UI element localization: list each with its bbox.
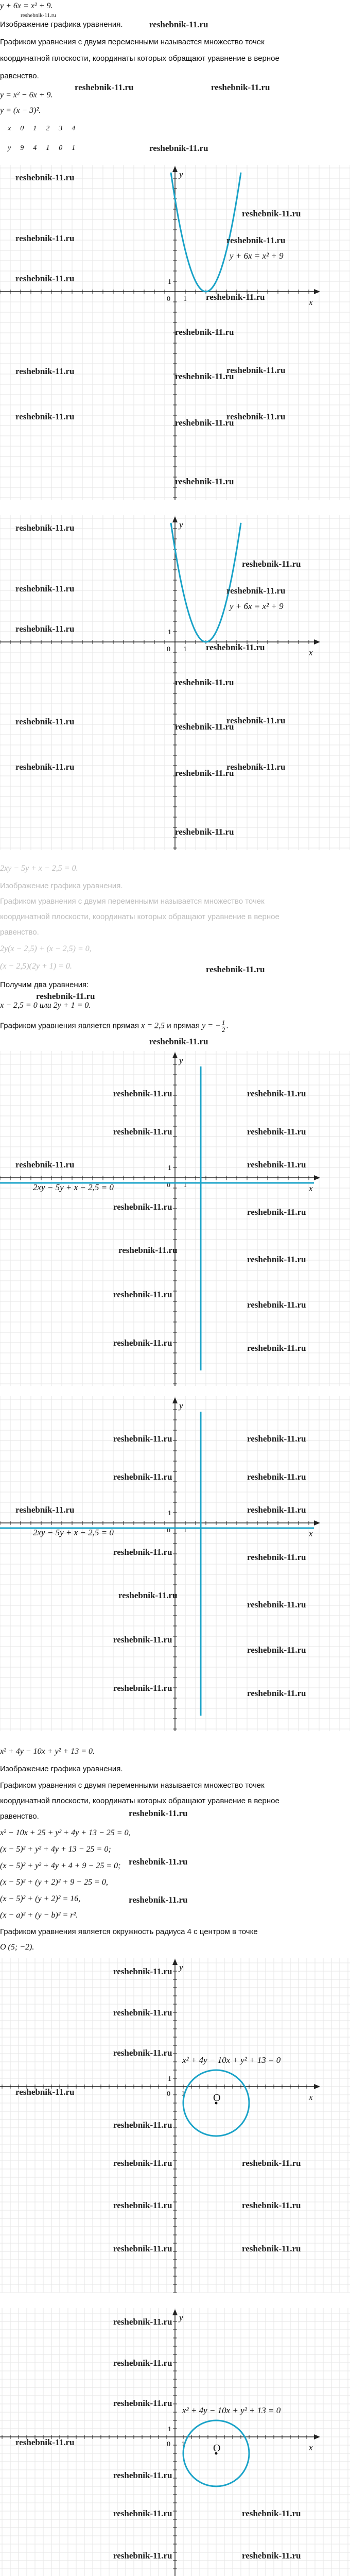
table-cell: 1 [72,144,76,152]
x-axis-arrow [314,2084,320,2089]
solution-step: (x − 5)² + y² + 4y + 13 − 25 = 0; [0,1845,111,1854]
table-cell: y [8,144,11,152]
watermark: reshebnik-11.ru [175,418,234,428]
watermark: reshebnik-11.ru [175,327,234,337]
solution-step-faded: 2y(x − 2,5) + (x − 2,5) = 0, [0,944,92,953]
watermark: reshebnik-11.ru [15,584,75,594]
watermark: reshebnik-11.ru [36,991,95,1001]
solution-step: (x − a)² + (y − b)² = r². [0,1911,78,1920]
table-cell: x [8,125,11,132]
lines-graph-2 [0,1396,350,1731]
x-axis-label: x [309,2092,313,2102]
watermark: reshebnik-11.ru [247,1207,306,1217]
y-unit-label: 1 [168,629,171,636]
watermark: reshebnik-11.ru [247,1255,306,1264]
watermark: reshebnik-11.ru [175,827,234,837]
watermark: reshebnik-11.ru [129,1808,188,1818]
parabola-graph-1 [0,165,350,500]
y-unit-label: 1 [168,2426,171,2433]
section-heading: Изображение графика уравнения. [0,20,123,29]
table-cell: 1 [33,125,37,132]
lines-graph-1 [0,1051,350,1386]
watermark: reshebnik-11.ru [15,1160,75,1170]
section-heading: Изображение графика уравнения. [0,1765,123,1773]
watermark: reshebnik-11.ru [113,1683,172,1693]
watermark: reshebnik-11.ru [175,477,234,486]
problem-title-faded: 2xy − 5y + x − 2,5 = 0. [0,864,78,873]
x-unit-label: 1 [181,2441,185,2448]
watermark: reshebnik-11.ru [247,1645,306,1655]
watermark: reshebnik-11.ru [15,274,75,283]
watermark: reshebnik-11.ru [175,677,234,687]
equation-label: x² + 4y − 10x + y² + 13 = 0 [182,2055,281,2065]
watermark: reshebnik-11.ru [242,2509,301,2518]
y-axis-label: y [179,520,183,530]
definition-line: координатной плоскости, координаты которых обращают уравнение в верное [0,1797,279,1805]
y-axis-label: y [179,170,183,179]
y-axis-label: y [179,1962,183,1972]
fraction-denominator: 2 [221,1026,225,1033]
y-axis-arrow [172,1052,178,1058]
watermark: reshebnik-11.ru [226,365,286,375]
table-cell: 0 [20,125,24,132]
watermark: reshebnik-11.ru [226,586,286,596]
y-unit-label: 1 [168,278,171,286]
problem-title: y + 6x = x² + 9. [0,2,53,10]
conclusion: Графиком уравнения является прямая x = 2,5 и прямая y = − $\frac{1}{2}$ . [0,1019,229,1033]
table-row [3,143,80,154]
solution-step: (x − 5)² + (y + 2)² = 16, [0,1894,81,1903]
solution-step: (x − 5)² + (y + 2)² + 9 − 25 = 0, [0,1878,108,1887]
watermark: reshebnik-11.ru [113,2008,172,2018]
x-axis-label: x [309,648,313,657]
watermark: reshebnik-11.ru [15,412,75,421]
watermark: reshebnik-11.ru [15,366,75,376]
y-axis-arrow [172,1959,178,1965]
circle-graph-2 [0,2308,350,2576]
x-axis-label: x [309,2443,313,2452]
watermark: reshebnik-11.ru [242,209,301,218]
watermark: reshebnik-11.ru [75,82,134,92]
watermark: reshebnik-11.ru [242,2551,301,2561]
watermark: reshebnik-11.ru [211,82,270,92]
table-cell: 9 [20,144,24,152]
definition-line: Графиком уравнения с двумя переменными называется множество точек [0,38,265,46]
origin-label: 0 [167,2441,170,2448]
y-axis-arrow [172,1397,178,1403]
watermark: reshebnik-11.ru [247,1160,306,1170]
watermark: reshebnik-11.ru [247,1089,306,1098]
parabola-graph-2 [0,515,350,850]
watermark: reshebnik-11.ru [129,1895,188,1905]
x-unit-label: 1 [183,1181,187,1189]
y-axis-label: y [179,2313,183,2323]
watermark: reshebnik-11.ru [15,173,75,182]
solution-step: y = (x − 3)². [0,106,41,115]
watermark: reshebnik-11.ru [247,1505,306,1515]
watermark: reshebnik-11.ru [175,371,234,381]
x-axis-arrow [314,2434,320,2439]
watermark: reshebnik-11.ru [113,2317,172,2327]
watermark: reshebnik-11.ru [113,1127,172,1137]
table-row [3,134,80,143]
center-label: O [213,2443,221,2454]
watermark: reshebnik-11.ru [113,2509,172,2518]
problem-title: x² + 4y − 10x + y² + 13 = 0. [0,1747,95,1756]
section-heading-faded: Изображение графика уравнения. [0,882,123,890]
fraction [221,1019,226,1033]
watermark: reshebnik-11.ru [175,768,234,778]
x-unit-label: 1 [183,1527,187,1534]
conclusion: Графиком уравнения является окружность радиуса 4 с центром в точке [0,1927,258,1936]
equation-label: x² + 4y − 10x + y² + 13 = 0 [182,2405,281,2415]
origin-label: 0 [167,2090,170,2098]
watermark: reshebnik-11.ru [113,1635,172,1645]
watermark: reshebnik-11.ru [113,2358,172,2368]
two-equations: x − 2,5 = 0 или 2y + 1 = 0. [0,1001,91,1010]
watermark: reshebnik-11.ru [247,1434,306,1444]
graph-svg [0,165,350,500]
watermark: reshebnik-11.ru [113,2200,172,2210]
conclusion-formula: x = 2,5 [141,1021,165,1030]
solution-step-faded: (x − 2,5)(2y + 1) = 0. [0,962,72,971]
origin-label: 0 [167,1527,170,1534]
watermark: reshebnik-11.ru [113,2551,172,2561]
watermark: reshebnik-11.ru [15,624,75,634]
x-axis-label: x [309,1183,313,1193]
y-axis-label: y [179,1056,183,1065]
graph-svg [0,1958,350,2293]
equation-label: y + 6x = x² + 9 [230,601,284,611]
definition-line-faded: равенство. [0,928,39,937]
x-unit-label: 1 [181,2090,185,2098]
watermark: reshebnik-11.ru [242,2158,301,2168]
watermark: reshebnik-11.ru [15,1505,75,1515]
table-cell: 4 [33,144,37,152]
watermark: reshebnik-11.ru [175,722,234,732]
watermark: reshebnik-11.ru [247,1300,306,1310]
equation-label: y + 6x = x² + 9 [230,251,284,261]
watermark: reshebnik-11.ru [242,2200,301,2210]
watermark: reshebnik-11.ru [113,1089,172,1098]
x-axis-label: x [309,297,313,307]
origin-label: 0 [167,295,170,303]
watermark: reshebnik-11.ru [113,2120,172,2130]
definition-line: Графиком уравнения с двумя переменными называется множество точек [0,1781,265,1790]
y-unit-label: 1 [168,1164,171,1172]
definition-line-faded: координатной плоскости, координаты которых обращают уравнение в верное [0,912,279,921]
watermark: reshebnik-11.ru [113,2158,172,2168]
definition-line: координатной плоскости, координаты которых обращают уравнение в верное [0,54,279,63]
watermark: reshebnik-11.ru [226,235,286,245]
equation-label: 2xy − 5y + x − 2,5 = 0 [33,1182,114,1192]
watermark: reshebnik-11.ru [118,1590,178,1600]
x-axis-label: x [309,1529,313,1538]
circle-center: O (5; −2). [0,1943,34,1952]
watermark: reshebnik-11.ru [149,1037,208,1046]
watermark: reshebnik-11.ru [21,12,56,19]
x-unit-label: 1 [183,646,187,653]
conclusion-text: и прямая [167,1021,200,1030]
watermark: reshebnik-11.ru [226,762,286,772]
equation-label: 2xy − 5y + x − 2,5 = 0 [33,1528,114,1537]
origin-label: 0 [167,1181,170,1189]
y-axis-arrow [172,166,178,172]
y-axis-label: y [179,1401,183,1411]
solution-step: (x − 5)² + y² + 4y + 4 + 9 − 25 = 0; [0,1861,121,1870]
watermark: reshebnik-11.ru [226,716,286,725]
watermark: reshebnik-11.ru [113,1434,172,1444]
watermark: reshebnik-11.ru [149,20,208,29]
watermark: reshebnik-11.ru [113,1967,172,1976]
watermark: reshebnik-11.ru [226,412,286,421]
table-cell: 1 [46,144,50,152]
y-unit-label: 1 [168,1510,171,1517]
graph-svg [0,515,350,850]
conclusion-text: Графиком уравнения является прямая [0,1021,139,1030]
watermark: reshebnik-11.ru [113,1338,172,1348]
watermark: reshebnik-11.ru [113,1472,172,1482]
graph-svg [0,1396,350,1731]
table-cell: 4 [72,125,76,132]
watermark: reshebnik-11.ru [206,642,265,652]
watermark: reshebnik-11.ru [247,1127,306,1137]
definition-line: равенство. [0,1812,39,1821]
definition-line: равенство. [0,72,39,80]
watermark: reshebnik-11.ru [113,1290,172,1299]
table-cell: 0 [59,144,63,152]
watermark: reshebnik-11.ru [113,2048,172,2058]
watermark: reshebnik-11.ru [129,1857,188,1867]
watermark: reshebnik-11.ru [247,1600,306,1609]
table-cell: 3 [59,125,63,132]
watermark: reshebnik-11.ru [118,1245,178,1255]
graph-svg [0,2308,350,2576]
y-axis-arrow [172,2309,178,2315]
watermark: reshebnik-11.ru [247,1472,306,1482]
graph-svg [0,1051,350,1386]
conclusion-formula: y = − [202,1021,221,1030]
watermark: reshebnik-11.ru [15,762,75,772]
table-row [3,124,80,134]
values-table [3,124,80,154]
watermark: reshebnik-11.ru [247,1343,306,1353]
watermark: reshebnik-11.ru [113,2398,172,2408]
watermark: reshebnik-11.ru [242,559,301,569]
watermark: reshebnik-11.ru [247,1688,306,1698]
definition-line-faded: Графиком уравнения с двумя переменными называется множество точек [0,897,265,906]
watermark: reshebnik-11.ru [206,964,265,974]
y-unit-label: 1 [168,2075,171,2083]
watermark: reshebnik-11.ru [113,1547,172,1557]
watermark: reshebnik-11.ru [15,233,75,243]
solution-step: x² − 10x + 25 + y² + 4y + 13 − 25 = 0, [0,1828,131,1837]
watermark: reshebnik-11.ru [247,1552,306,1562]
circle-graph-1 [0,1958,350,2293]
watermark: reshebnik-11.ru [15,523,75,533]
watermark: reshebnik-11.ru [113,1202,172,1212]
watermark: reshebnik-11.ru [149,143,208,153]
watermark: reshebnik-11.ru [242,2244,301,2253]
watermark: reshebnik-11.ru [206,292,265,302]
two-equations-label: Получим два уравнения: [0,980,89,989]
solution-step: y = x² − 6x + 9. [0,91,53,99]
x-unit-label: 1 [183,295,187,303]
origin-label: 0 [167,646,170,653]
watermark: reshebnik-11.ru [15,2437,75,2447]
center-label: O [213,2092,221,2104]
table-cell: 2 [46,125,50,132]
watermark: reshebnik-11.ru [15,717,75,726]
watermark: reshebnik-11.ru [113,2470,172,2480]
watermark: reshebnik-11.ru [15,2087,75,2097]
fraction-numerator: 1 [221,1019,225,1026]
watermark: reshebnik-11.ru [113,2244,172,2253]
y-axis-arrow [172,516,178,522]
